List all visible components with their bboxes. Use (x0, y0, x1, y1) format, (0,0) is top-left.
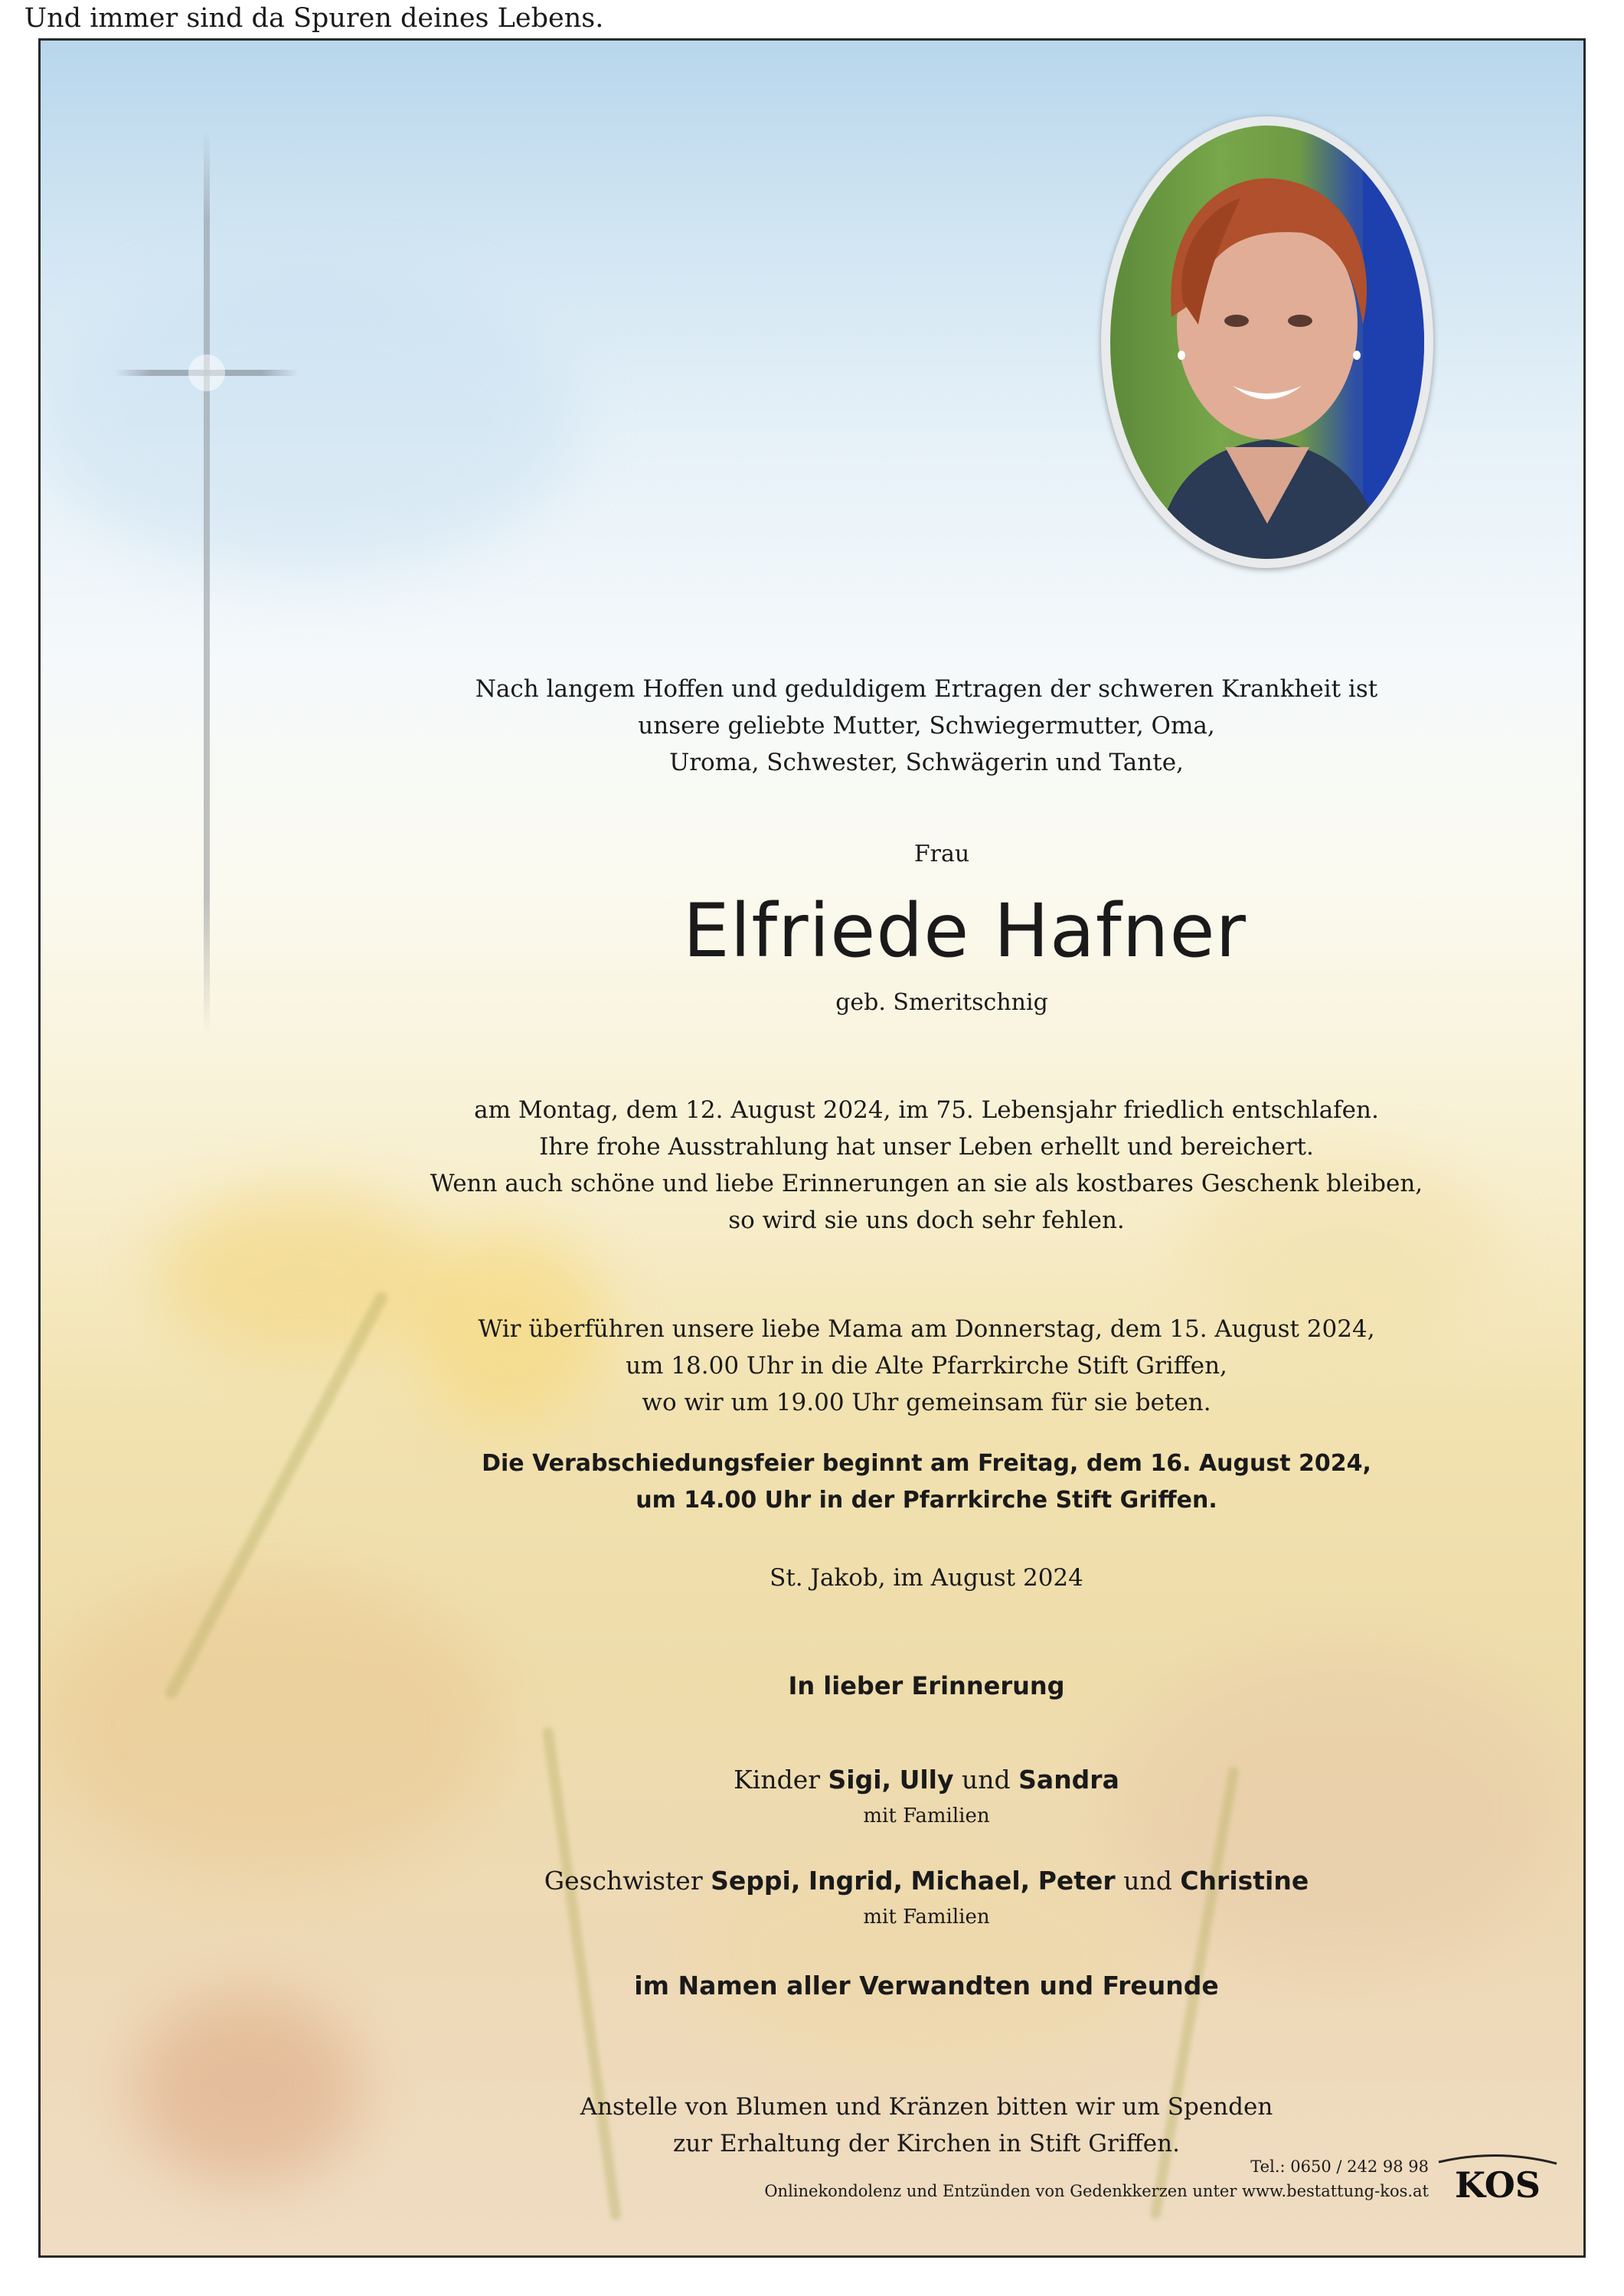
transfer-line: um 18.00 Uhr in die Alte Pfarrkirche Stift Griffen, (626, 1352, 1227, 1380)
conjunction: und (962, 1765, 1011, 1795)
sibling-name: Michael, (910, 1866, 1031, 1896)
sibling-name: Seppi, (711, 1866, 801, 1896)
quote-line: Und immer sind da Spuren deines Lebens. (24, 3, 604, 34)
deceased-name: Elfriede Hafner (682, 888, 1247, 974)
flower-blur (132, 1993, 362, 2184)
place-date: St. Jakob, im August 2024 (770, 1564, 1083, 1592)
donations-line: zur Erhaltung der Kirchen in Stift Griffen. (673, 2130, 1180, 2157)
siblings-prefix: Geschwister (544, 1866, 703, 1896)
transfer-line: Wir überführen unsere liebe Mama am Donnerstag, dem 15. August 2024, (478, 1315, 1375, 1343)
meadow-blur (41, 1572, 500, 1878)
sibling-name: Christine (1180, 1866, 1309, 1896)
intro-text (429, 671, 1424, 781)
salutation: Frau (913, 841, 970, 867)
sibling-name: Ingrid, (808, 1866, 903, 1896)
siblings-line (429, 1866, 1424, 1896)
intro-line: Nach langem Hoffen und geduldigem Ertragen der schweren Krankheit ist (475, 675, 1378, 703)
farewell-text (429, 1445, 1424, 1519)
portrait-frame (1101, 116, 1433, 568)
child-name: Sandra (1018, 1765, 1119, 1795)
siblings-families: mit Familien (863, 1906, 990, 1929)
passing-line: Ihre frohe Ausstrahlung hat unser Leben erhellt und bereichert. (539, 1133, 1314, 1161)
passing-line: Wenn auch schöne und liebe Erinnerungen an sie als kostbares Geschenk bleiben, (430, 1170, 1423, 1197)
children-families: mit Familien (863, 1804, 990, 1827)
intro-line: Uroma, Schwester, Schwägerin und Tante, (669, 749, 1184, 776)
birth-name: geb. Smeritschnig (835, 989, 1048, 1016)
transfer-line: wo wir um 19.00 Uhr gemeinsam für sie beten. (642, 1389, 1211, 1416)
passing-text (429, 1092, 1424, 1239)
logo-text: KOS (1454, 2164, 1541, 2206)
child-name: Sigi, (828, 1765, 892, 1795)
cross-icon (107, 100, 306, 1057)
phone-number: Tel.: 0650 / 242 98 98 (1250, 2157, 1429, 2176)
passing-line: am Montag, dem 12. August 2024, im 75. Lebensjahr friedlich entschlafen. (474, 1096, 1379, 1124)
children-prefix: Kinder (734, 1765, 821, 1795)
online-condolence-link[interactable]: Onlinekondolenz und Entzünden von Gedenkkerzen unter www.bestattung-kos.at (764, 2182, 1429, 2200)
child-name: Ully (899, 1765, 954, 1795)
children-line (429, 1765, 1424, 1795)
intro-line: unsere geliebte Mutter, Schwiegermutter, Oma, (638, 712, 1215, 740)
farewell-line: Die Verabschiedungsfeier beginnt am Freitag, dem 16. August 2024, (482, 1450, 1371, 1477)
transfer-text (429, 1311, 1424, 1421)
kos-logo (1433, 2153, 1563, 2206)
donations-text (429, 2089, 1424, 2162)
mourners-title: In lieber Erinnerung (788, 1671, 1065, 1700)
farewell-line: um 14.00 Uhr in der Pfarrkirche Stift Griffen. (636, 1487, 1217, 1514)
conjunction: und (1123, 1866, 1172, 1896)
donations-line: Anstelle von Blumen und Kränzen bitten wir um Spenden (580, 2093, 1273, 2121)
sibling-name: Peter (1037, 1866, 1116, 1896)
flower-blur (155, 1189, 446, 1357)
passing-line: so wird sie uns doch sehr fehlen. (728, 1207, 1125, 1234)
relatives-line: im Namen aller Verwandten und Freunde (634, 1971, 1219, 2000)
person-silhouette (1110, 126, 1424, 559)
portrait-photo (1110, 126, 1424, 559)
